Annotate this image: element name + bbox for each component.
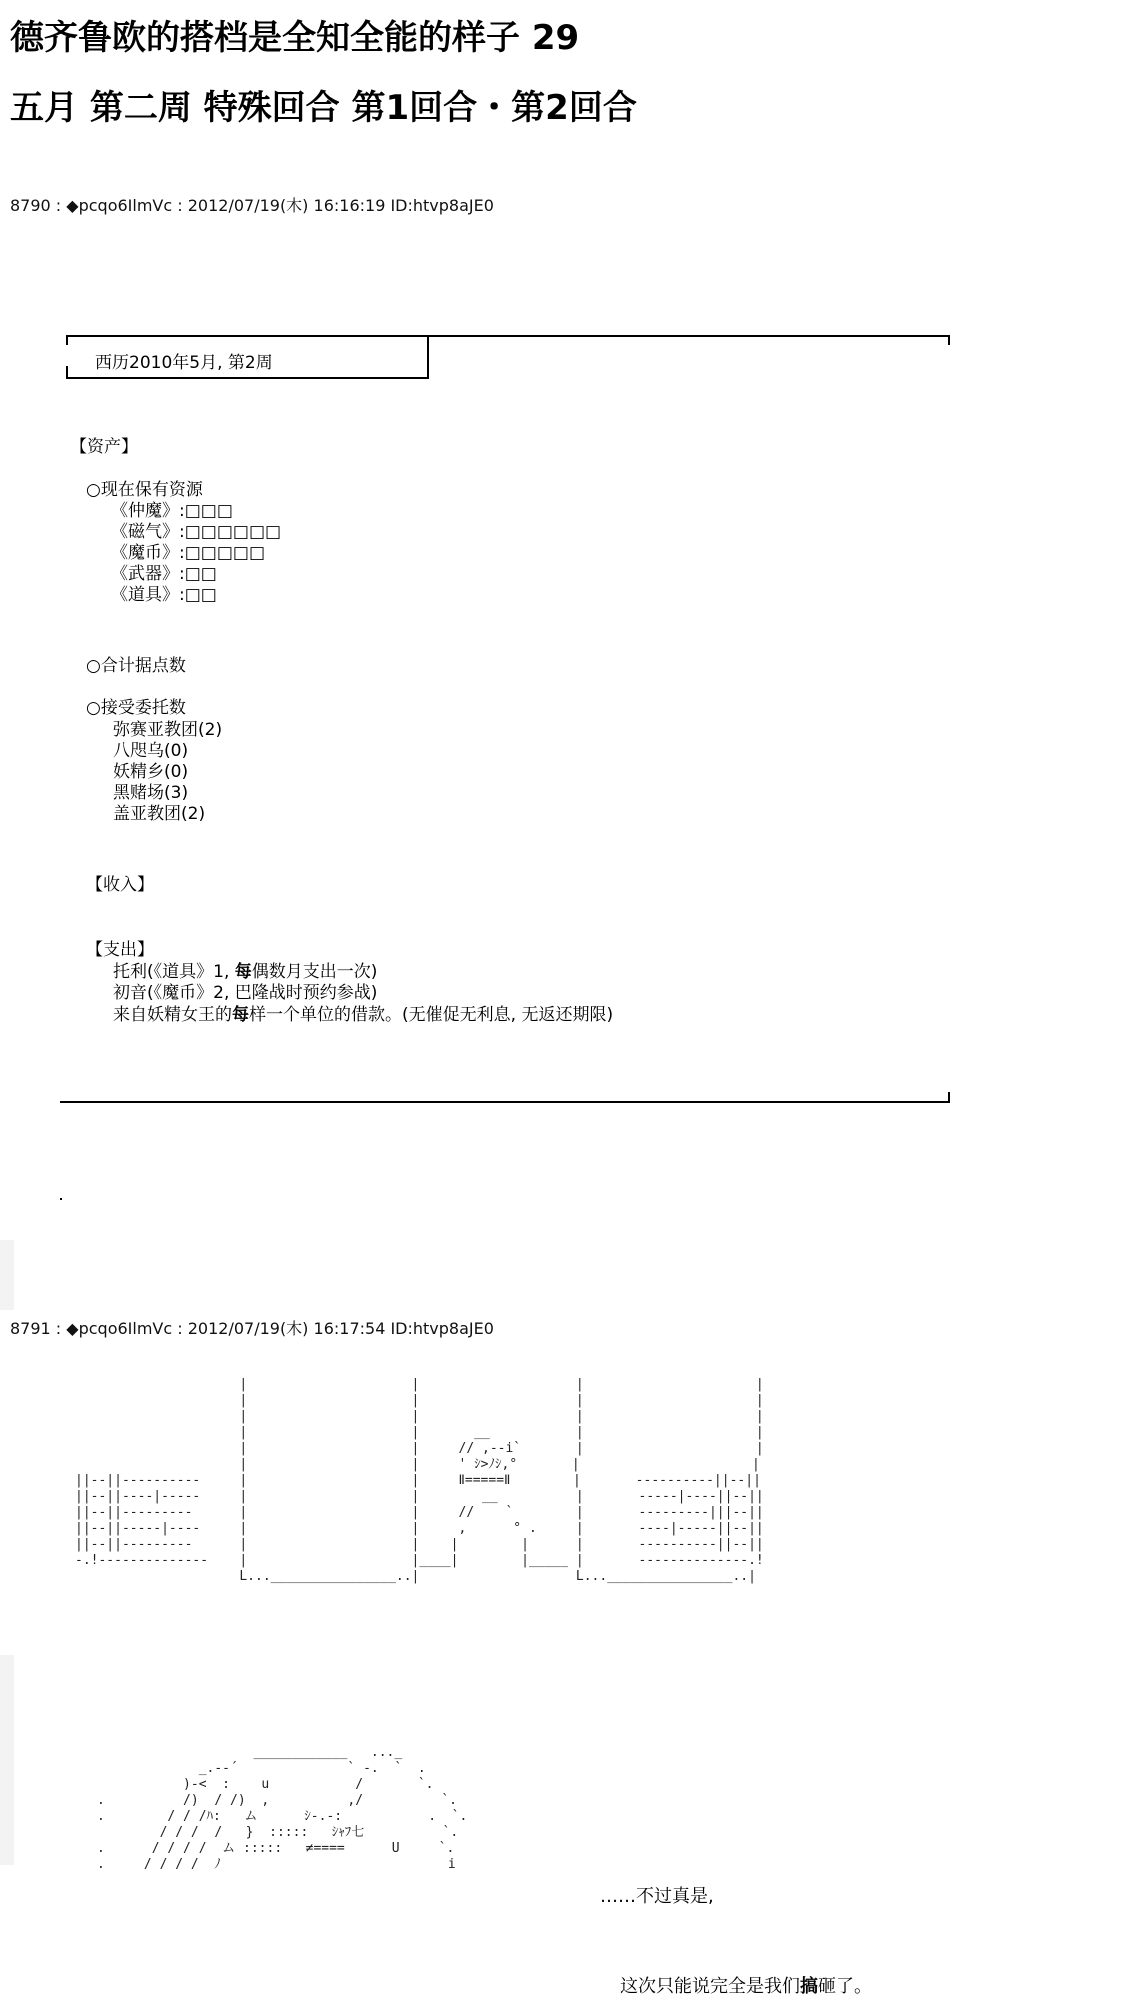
expense-line-2: 初音(《魔币》2, 巴隆战时预约参战)	[113, 983, 378, 1003]
bases-title: ○合计据点数	[86, 656, 186, 676]
expense-heading: 【支出】	[86, 940, 154, 960]
scan-strip	[0, 1655, 14, 1865]
post-header: 8791 : ◆pcqo6IlmVc : 2012/07/19(木) 16:17:54 ID:htvp8aJE0	[10, 1319, 494, 1338]
page-title: 德齐鲁欧的搭档是全知全能的样子 29	[10, 18, 580, 58]
list-item: 《道具》:□□	[111, 585, 217, 605]
date-label: 西历2010年5月, 第2周	[95, 353, 273, 373]
list-item: 《武器》:□□	[111, 564, 217, 584]
box-top-border	[66, 335, 950, 337]
requests-title: ○接受委托数	[86, 698, 186, 718]
page-subtitle: 五月 第二周 特殊回合 第1回合・第2回合	[10, 88, 637, 128]
request-list	[113, 720, 222, 825]
expense-line-3: 来自妖精女王的每样一个单位的借款。(无催促无利息, 无返还期限)	[113, 1005, 614, 1025]
list-item: 黑赌场(3)	[113, 783, 189, 803]
frame-bottom-border	[60, 1101, 950, 1103]
dialogue-line-2: 这次只能说完全是我们搞砸了。	[620, 1976, 872, 1997]
resources-title: ○现在保有资源	[86, 480, 203, 500]
assets-heading: 【资产】	[70, 437, 138, 457]
scan-strip	[0, 1240, 14, 1310]
stray-dot	[60, 1198, 62, 1200]
expense-line-1: 托利(《道具》1, 每偶数月支出一次)	[113, 962, 378, 982]
ascii-art-gate: | | | | | | | | | | | | | | __ | | | | // ,--i` | | | | ' ｼ>ﾉｼ,° | | ||--||---------- | | Ⅱ=====Ⅱ | ----------||--|| ||--||----|----- | | __ | -----|----||--|| ||--||--------- | | // ` | ---------|||--|| ||--||-----|---- | | , ° . | ----|-----||--|| ||--||--------- | | | | | ----------||--|| -.!-------------- | |____| |_____ | --------------.! L...________________..| L...________________..|	[75, 1377, 764, 1584]
list-item: 盖亚教团(2)	[113, 804, 206, 824]
list-item: 《磁气》:□□□□□□	[111, 522, 282, 542]
box-divider	[427, 335, 429, 379]
income-heading: 【收入】	[86, 875, 154, 895]
list-item: 《魔币》:□□□□□	[111, 543, 266, 563]
box-right-tick	[948, 335, 950, 345]
frame-bottom-tick	[948, 1092, 950, 1103]
list-item: 弥赛亚教团(2)	[113, 720, 223, 740]
ascii-art-character: ____________ ..._ _.-‐´ ` ‐. ` . )-< : u / `. . /) / /) , ,/ `. . / / /ﾊ: ム ｼ-.-: . `. / / / / } ::::: ｼｬﾌ七 `. . / / / / ム ::::: ≠==== U `. . / / / / ﾉ i	[96, 1745, 468, 1872]
post-header: 8790 : ◆pcqo6IlmVc : 2012/07/19(木) 16:16:19 ID:htvp8aJE0	[10, 196, 494, 215]
resource-list	[111, 501, 281, 606]
box-left-tick	[66, 335, 68, 345]
box-inner-bottom	[66, 377, 429, 379]
list-item: 八咫乌(0)	[113, 741, 189, 761]
dialogue-line-1: ……不过真是,	[600, 1886, 714, 1907]
list-item: 妖精乡(0)	[113, 762, 189, 782]
list-item: 《仲魔》:□□□	[111, 501, 233, 521]
